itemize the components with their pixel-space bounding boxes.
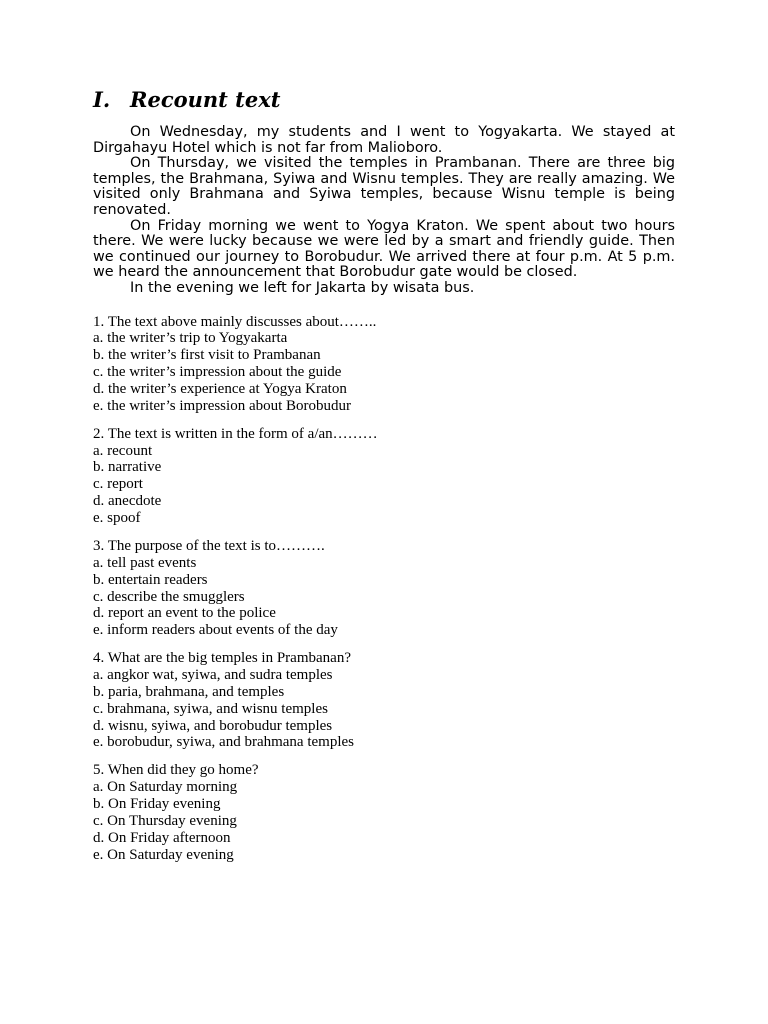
question-4	[93, 650, 675, 751]
answer-option: d. the writer’s experience at Yogya Kraton	[93, 381, 347, 398]
answer-option: c. describe the smugglers	[93, 588, 245, 605]
question-stem: 4. What are the big temples in Prambanan?	[93, 649, 351, 666]
answer-option: a. angkor wat, syiwa, and sudra temples	[93, 666, 333, 683]
paragraph: On Wednesday, my students and I went to Yogyakarta. We stayed at Dirgahayu Hotel which is not far from Malioboro.	[93, 124, 675, 156]
paragraph: On Friday morning we went to Yogya Kraton. We spent about two hours there. We were lucky because we were led by a smart and friendly guide. Then we continued our journey to Borobudur. We arrived there at four p.m. At 5 p.m. we heard the announcement that Borobudur gate would be closed.	[93, 217, 675, 281]
answer-option: e. On Saturday evening	[93, 846, 234, 863]
paragraph: On Thursday, we visited the temples in Prambanan. There are three big temples, the Brahmana, Syiwa and Wisnu temples. They are really amazing. We visited only Brahmana and Syiwa temples, because Wisnu temple is being renovated.	[93, 155, 675, 218]
answer-option: a. On Saturday morning	[93, 778, 238, 795]
paragraph: In the evening we left for Jakarta by wisata bus.	[130, 279, 475, 296]
question-list	[93, 314, 675, 864]
section-number: I.	[93, 87, 111, 112]
answer-option: b. entertain readers	[93, 571, 208, 588]
question-stem: 3. The purpose of the text is to……….	[93, 537, 325, 554]
question-2	[93, 426, 675, 527]
answer-option: e. borobudur, syiwa, and brahmana temples	[93, 734, 354, 751]
answer-option: c. On Thursday evening	[93, 812, 237, 829]
answer-option: c. the writer’s impression about the guide	[93, 364, 342, 381]
answer-option: e. spoof	[93, 510, 141, 527]
answer-option: a. the writer’s trip to Yogyakarta	[93, 330, 288, 347]
answer-option: b. On Friday evening	[93, 795, 221, 812]
answer-option: a. tell past events	[93, 554, 197, 571]
answer-option: d. wisnu, syiwa, and borobudur temples	[93, 717, 333, 734]
answer-option: e. the writer’s impression about Borobudur	[93, 398, 352, 415]
question-stem: 1. The text above mainly discusses about……..	[93, 313, 377, 330]
answer-option: b. paria, brahmana, and temples	[93, 683, 285, 700]
answer-option: b. the writer’s first visit to Prambanan	[93, 347, 321, 364]
answer-option: d. anecdote	[93, 493, 162, 510]
answer-option: c. report	[93, 476, 143, 493]
recount-text	[93, 125, 675, 297]
document-page	[93, 86, 675, 874]
answer-option: d. On Friday afternoon	[93, 829, 231, 846]
section-title: Recount text	[130, 87, 281, 112]
answer-option: d. report an event to the police	[93, 605, 276, 622]
question-3	[93, 538, 675, 639]
answer-option: e. inform readers about events of the day	[93, 622, 338, 639]
answer-option: b. narrative	[93, 459, 162, 476]
answer-option: c. brahmana, syiwa, and wisnu temples	[93, 700, 328, 717]
answer-option: a. recount	[93, 442, 153, 459]
section-heading	[93, 86, 675, 114]
question-stem: 2. The text is written in the form of a/an………	[93, 425, 378, 442]
question-5	[93, 762, 675, 863]
question-1	[93, 314, 675, 415]
question-stem: 5. When did they go home?	[93, 762, 259, 779]
